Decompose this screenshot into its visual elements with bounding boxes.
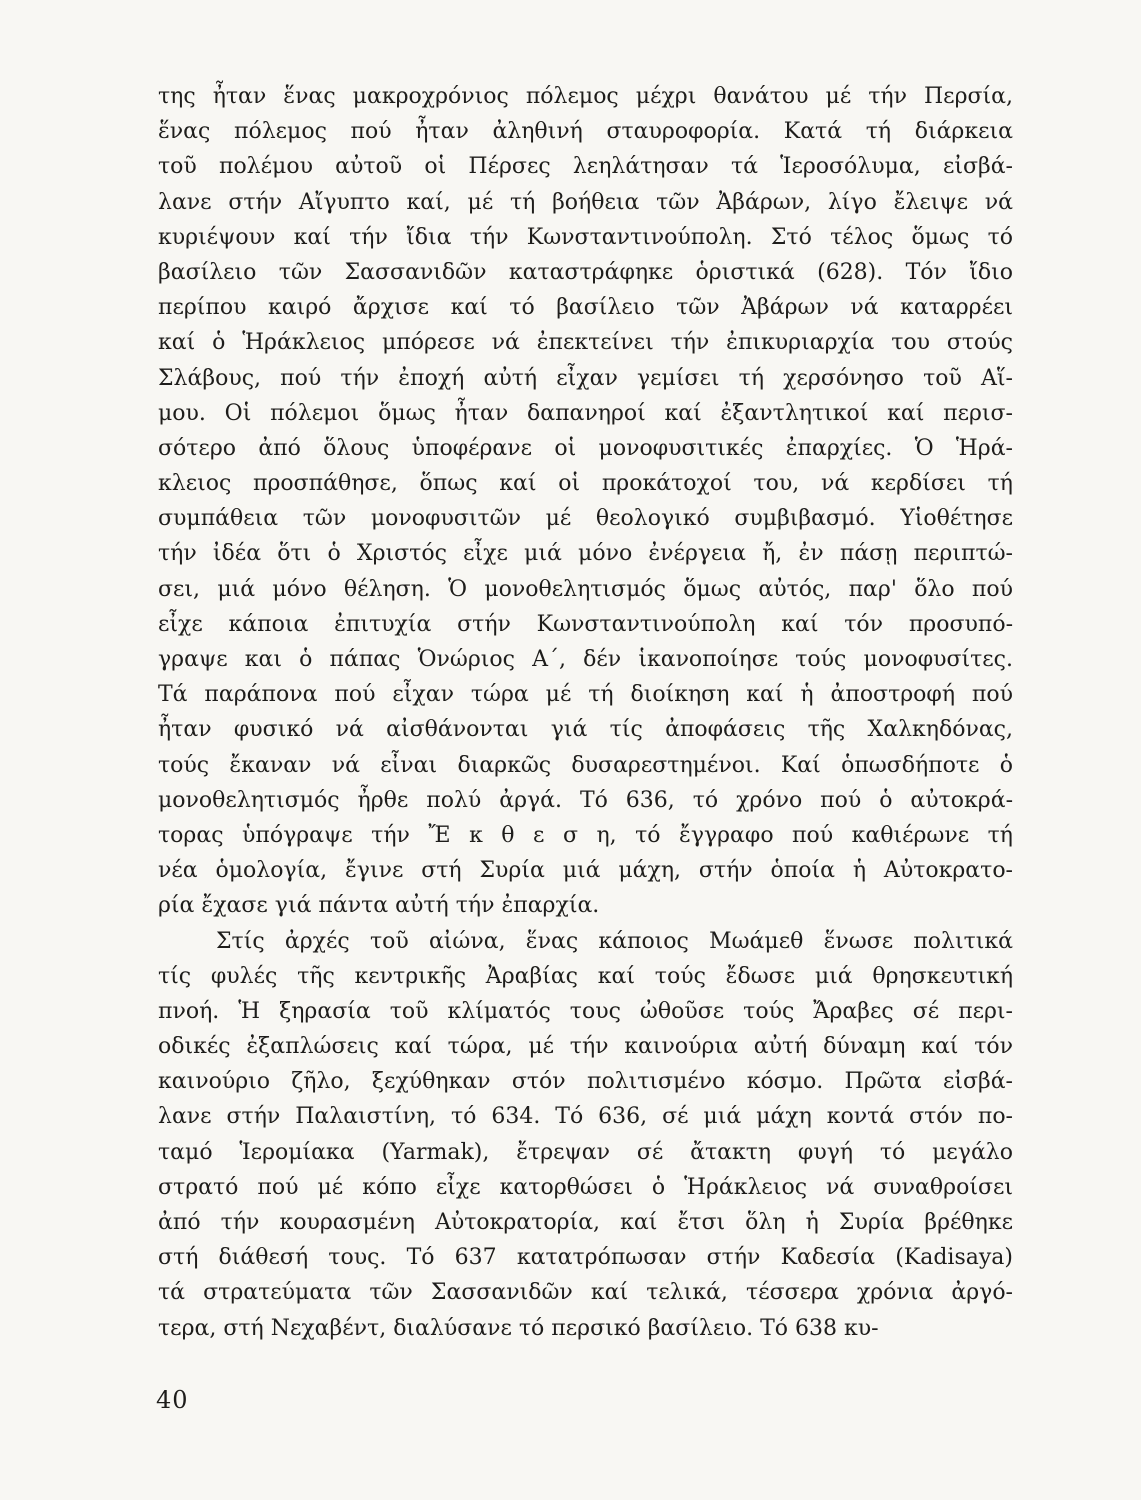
text-line: λανε στήν Παλαιστίνη, τό 634. Τό 636, σέ μιά μάχη κοντά στόν πο- [158, 1104, 1013, 1130]
text-line: Σλάβους, πού τήν ἐποχή αὐτή εἶχαν γεμίσει τή χερσόνησο τοῦ Αἵ- [158, 365, 1013, 391]
text-line: ταμό Ἱερομίακα (Yarmak), ἔτρεψαν σέ ἄτακτη φυγή τό μεγάλο [158, 1139, 1013, 1165]
text-line: μου. Οἱ πόλεμοι ὅμως ἦταν δαπανηροί καί ἐξαντλητικοί καί περισ- [158, 400, 1013, 426]
text-line: Στίς ἀρχές τοῦ αἰώνα, ἕνας κάποιος Μωάμεθ ἕνωσε πολιτικά [216, 928, 1013, 954]
text-line: ἕνας πόλεμος πού ἦταν ἀληθινή σταυροφορία. Κατά τή διάρκεια [158, 119, 1013, 145]
text-line: ρία ἔχασε γιά πάντα αὐτή τήν ἐπαρχία. [158, 893, 600, 919]
paragraph [158, 924, 1013, 1346]
text-line: λανε στήν Αἴγυπτο καί, μέ τή βοήθεια τῶν Ἀβάρων, λίγο ἔλειψε νά [158, 189, 1013, 215]
text-line: στρατό πού μέ κόπο εἶχε κατορθώσει ὁ Ἡράκλειος νά συναθροίσει [158, 1174, 1013, 1200]
text-line: τούς ἔκαναν νά εἶναι διαρκῶς δυσαρεστημένοι. Καί ὁπωσδήποτε ὁ [158, 752, 1013, 778]
text-line: γραψε και ὁ πάπας Ὁνώριος Α΄, δέν ἱκανοποίησε τούς μονοφυσίτες. [158, 647, 1013, 672]
text-line: τίς φυλές τῆς κεντρικῆς Ἀραβίας καί τούς ἔδωσε μιά θρησκευτική [158, 963, 1013, 989]
text-line: μονοθελητισμός ἦρθε πολύ ἀργά. Τό 636, τό χρόνο πού ὁ αὐτοκρά- [158, 787, 1013, 813]
text-line: καί ὁ Ἡράκλειος μπόρεσε νά ἐπεκτείνει τήν ἐπικυριαρχία του στούς [158, 330, 1013, 356]
text-line: νέα ὁμολογία, ἔγινε στή Συρία μιά μάχη, στήν ὁποία ἡ Αὐτοκρατο- [158, 858, 1013, 884]
text-line: τοῦ πολέμου αὐτοῦ οἱ Πέρσες λεηλάτησαν τά Ἱεροσόλυμα, εἰσβά- [158, 154, 1013, 180]
text-line: ἦταν φυσικό νά αἰσθάνονται γιά τίς ἀποφάσεις τῆς Χαλκηδόνας, [158, 717, 1013, 743]
text-line: τορας ὑπόγραψε τήν Ἔ κ θ ε σ η, τό ἔγγραφο πού καθιέρωνε τή [158, 822, 1013, 848]
text-line: συμπάθεια τῶν μονοφυσιτῶν μέ θεολογικό συμβιβασμό. Υἱοθέτησε [158, 506, 1013, 532]
text-line: τερα, στή Νεχαβέντ, διαλύσανε τό περσικό βασίλειο. Τό 638 κυ- [158, 1315, 879, 1341]
text-line: κυριέψουν καί τήν ἴδια τήν Κωνσταντινούπολη. Στό τέλος ὅμως τό [158, 224, 1013, 250]
text-line: οδικές ἐξαπλώσεις καί τώρα, μέ τήν καινούρια αὐτή δύναμη καί τόν [158, 1034, 1013, 1060]
text-line: καινούριο ζῆλο, ξεχύθηκαν στόν πολιτισμένο κόσμο. Πρῶτα εἰσβά- [158, 1069, 1013, 1095]
text-line: περίπου καιρό ἄρχισε καί τό βασίλειο τῶν Ἀβάρων νά καταρρέει [158, 295, 1013, 321]
text-line: ἀπό τήν κουρασμένη Αὐτοκρατορία, καί ἔτσι ὅλη ἡ Συρία βρέθηκε [158, 1210, 1013, 1235]
text-line: εἶχε κάποια ἐπιτυχία στήν Κωνσταντινούπολη καί τόν προσυπό- [158, 611, 1013, 637]
text-line: κλειος προσπάθησε, ὅπως καί οἱ προκάτοχοί του, νά κερδίσει τή [158, 471, 1013, 497]
text-line: πνοή. Ἡ ξηρασία τοῦ κλίματός τους ὠθοῦσε τούς Ἄραβες σέ περι- [158, 998, 1013, 1024]
text-line: τήν ἰδέα ὅτι ὁ Χριστός εἶχε μιά μόνο ἐνέργεια ἤ, ἐν πάσῃ περιπτώ- [158, 541, 1013, 567]
text-line: σει, μιά μόνο θέληση. Ὁ μονοθελητισμός ὅμως αὐτός, παρ' ὅλο πού [158, 576, 1013, 602]
paragraph [158, 79, 1013, 924]
page-number: 40 [156, 1386, 189, 1414]
text-line: τά στρατεύματα τῶν Σασσανιδῶν καί τελικά, τέσσερα χρόνια ἀργό- [158, 1280, 1013, 1306]
text-line: βασίλειο τῶν Σασσανιδῶν καταστράφηκε ὁριστικά (628). Τόν ἴδιο [158, 259, 1013, 285]
body-text [158, 79, 1013, 1346]
text-line: της ἦταν ἕνας μακροχρόνιος πόλεμος μέχρι θανάτου μέ τήν Περσία, [158, 84, 1013, 109]
text-line: στή διάθεσή τους. Τό 637 κατατρόπωσαν στήν Καδεσία (Kadisaya) [158, 1245, 1013, 1271]
text-line: σότερο ἀπό ὅλους ὑποφέρανε οἱ μονοφυσιτικές ἐπαρχίες. Ὁ Ἡρά- [158, 435, 1013, 461]
text-line: Τά παράπονα πού εἶχαν τώρα μέ τή διοίκηση καί ἡ ἀποστροφή πού [158, 682, 1013, 708]
